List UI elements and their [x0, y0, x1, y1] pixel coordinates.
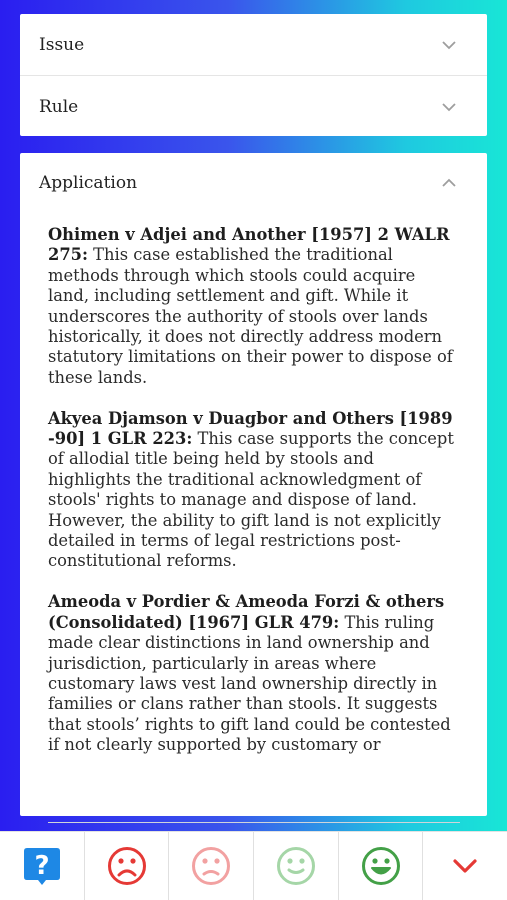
chevron-down-icon [441, 40, 457, 50]
collapsed-sections-card [20, 14, 487, 136]
case-text: This case supports the concept of allodial title being held by stools and highlights the traditional acknowledgment of stools' rights to manage and dispose of land. However, the ability to gift land is not explicitly detailed in terms of legal restrictions post-constitutional reforms. [48, 429, 454, 571]
very-sad-face-icon [107, 846, 147, 886]
case-text: This case established the traditional methods through which stools could acquire land, including settlement and gift. While it underscores the authority of stools over lands historically, it does not directly address modern statutory limitations on their power to dispose of these lands. [48, 245, 453, 387]
chevron-down-icon [452, 858, 478, 874]
help-icon [22, 846, 62, 886]
case-citation: Ameoda v Pordier & Ameoda Forzi & others (Consolidated) [1967] GLR 479: [48, 592, 445, 632]
very-sad-rating-button[interactable] [85, 832, 170, 900]
application-content [20, 213, 487, 756]
case-citation: Ohimen v Adjei and Another [1957] 2 WALR 275: [48, 225, 450, 265]
case-citation: Akyea Djamson v Duagbor and Others [1989 -90] 1 GLR 223: [48, 408, 453, 449]
very-happy-rating-button[interactable] [339, 832, 424, 900]
feedback-bar [0, 831, 507, 900]
sad-rating-button[interactable] [169, 832, 254, 900]
happy-rating-button[interactable] [254, 832, 339, 900]
happy-face-icon [276, 846, 316, 886]
collapse-bar-button[interactable] [423, 832, 507, 900]
case-text: This ruling made clear distinctions in land ownership and jurisdiction, particularly in areas where customary laws vest land ownership directly in families or clans rather than stools. It suggests that stools’ rights to gift land could be contested if not clearly supported by customary or [48, 612, 451, 755]
application-section-header[interactable] [20, 153, 487, 213]
case-paragraph [48, 225, 461, 388]
scroll-indicator [48, 822, 460, 823]
chevron-up-icon [441, 178, 457, 188]
rule-section-header[interactable] [20, 76, 487, 137]
help-button[interactable] [0, 832, 85, 900]
application-section-card [20, 153, 487, 816]
rule-section-title: Rule [39, 96, 79, 117]
help-glyph: ? [34, 851, 50, 881]
case-paragraph [48, 592, 461, 755]
application-section-title: Application [39, 173, 138, 193]
chevron-down-icon [441, 102, 457, 112]
sad-face-icon [191, 846, 231, 886]
issue-section-title: Issue [39, 34, 85, 55]
issue-section-header[interactable] [20, 14, 487, 75]
case-paragraph [48, 409, 461, 572]
very-happy-face-icon [361, 846, 401, 886]
